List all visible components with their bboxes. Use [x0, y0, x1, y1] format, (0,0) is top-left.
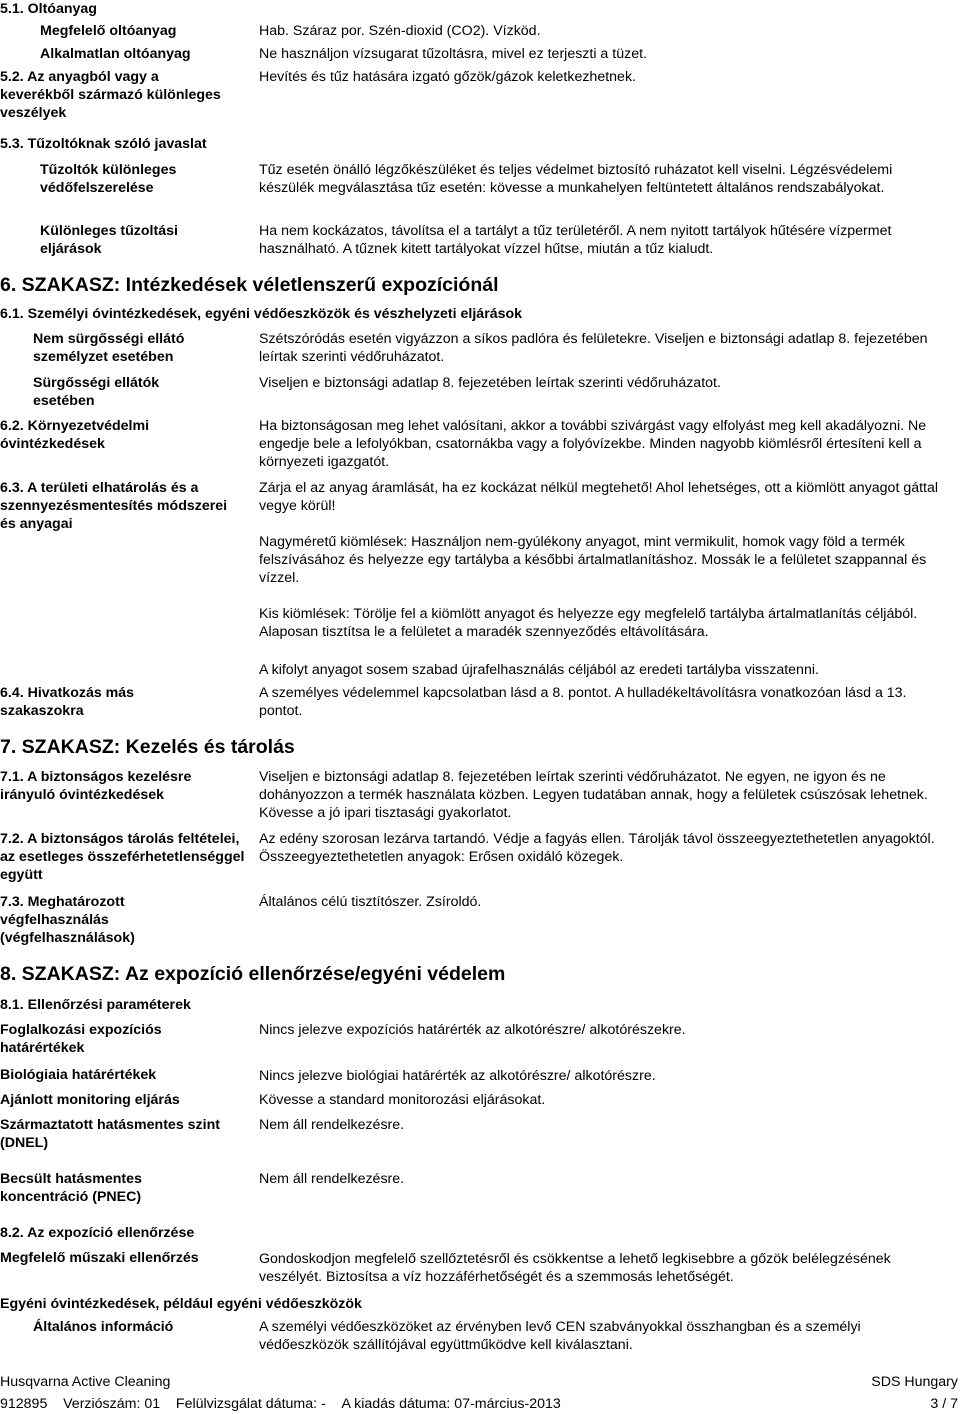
footer-product-no: 912895 [0, 1396, 48, 1412]
pnec-text: Nem áll rendelkezésre. [259, 1171, 405, 1187]
emergency-responders-text: Viseljen e biztonsági adatlap 8. fejezetében leírtak szerinti védőruházatot. [259, 375, 721, 391]
non-emergency-text: Szétszóródás esetén vigyázzon a síkos padlóra és felületekre. Viseljen e biztonsági adatlap 8. fejezetében leírtak szerinti védőruházatot. [259, 331, 928, 365]
engineering-controls-text: Gondoskodjon megfelelő szellőztetésről és csökkentse a lehető legkisebbre a gőzök belélegzésének veszélyét. Biztosítsa a víz hozzáférhetőségét és a szemmosás lehetőségét. [259, 1251, 891, 1285]
s6-sub3-p1: Zárja el az anyag áramlását, ha ez kockázat nélkül megtehető! Ahol lehetséges, ott a kiömlött anyagot gáttal vegye körül! [259, 480, 939, 514]
s6-sub4-text: A személyes védelemmel kapcsolatban lásd a 8. pontot. A hulladékeltávolításra vonatkozóan lásd a 13. pontot. [259, 685, 907, 719]
dnel-label: Származtatott hatásmentes szint (DNEL) [0, 1117, 220, 1151]
dnel-text: Nem áll rendelkezésre. [259, 1117, 405, 1133]
s6-sub4-title: 6.4. Hivatkozás más szakaszokra [0, 685, 135, 719]
s6-sub3-p2: Nagyméretű kiömlések: Használjon nem-gyúlékony anyagot, mint vermikulit, homok vagy föld a termék felszívásához és helyezze egy tartályba a későbbi ártalmatlanításhoz. Mossák le a felületet szappannal és vízzel. [259, 534, 927, 586]
s6-sub3-p3: Kis kiömlések: Törölje fel a kiömlött anyagot és helyezze egy megfelelő tartályba ártalmatlanítás céljából. Alaposan tisztítsa le a felületet a maradék szennyeződés eltávolítására. [259, 606, 918, 640]
general-info-label: Általános információ [33, 1319, 174, 1335]
s6-sub3-p4: A kifolyt anyagot sosem szabad újrafelhasználás céljából az eredeti tartályba visszatenni. [259, 662, 819, 678]
s8-sub1-title: 8.1. Ellenőrzési paraméterek [0, 997, 191, 1013]
suitable-media-label: Megfelelő oltóanyag [40, 23, 177, 39]
footer-doc-type: SDS Hungary [871, 1374, 958, 1390]
engineering-controls-label: Megfelelő műszaki ellenőrzés [0, 1250, 199, 1266]
suitable-media-text: Hab. Száraz por. Szén-dioxid (CO2). Vízköd. [259, 23, 541, 39]
s7-sub2-text: Az edény szorosan lezárva tartandó. Védje a fagyás ellen. Tárolják távol összeegyeztethetetlen anyagoktól. Összeegyeztethetetlen anyagok: Erősen oxidáló közegek. [259, 831, 935, 865]
firefighter-equipment-label: Tűzoltók különleges védőfelszerelése [40, 162, 177, 196]
firefighting-procedures-text: Ha nem kockázatos, távolítsa el a tartályt a tűz területéről. A nem nyitott tartályok hűtésére vízpermet használható. A tűznek kitett tartályokat vízzel hűtse, miután a tűz kialudt. [259, 223, 892, 257]
s6-title: 6. SZAKASZ: Intézkedések véletlenszerű expozíciónál [0, 274, 499, 296]
s6-sub1-title: 6.1. Személyi óvintézkedések, egyéni védőeszközök és vészhelyzeti eljárások [0, 306, 523, 322]
s6-sub2-text: Ha biztonságosan meg lehet valósítani, akkor a további szivárgást vagy elfolyást meg kell akadályozni. Ne engedje bele a lefolyókban, csatornákba vagy a folyóvízekbe. Minden nagyobb kiömlésről értesíteni kell a környezeti igazgatót. [259, 418, 927, 470]
s5-sub3-title: 5.3. Tűzoltóknak szóló javaslat [0, 136, 207, 152]
s5-sub1-title: 5.1. Oltóanyag [0, 1, 97, 17]
bio-limits-text: Nincs jelezve biológiai határérték az alkotórészre/ alkotórészre. [259, 1068, 656, 1084]
oel-text: Nincs jelezve expozíciós határérték az alkotórészre/ alkotórészekre. [259, 1022, 686, 1038]
footer-page-number: 3 / 7 [930, 1396, 958, 1412]
s7-sub3-text: Általános célú tisztítószer. Zsíroldó. [259, 894, 482, 910]
s7-sub1-text: Viseljen e biztonsági adatlap 8. fejezetében leírtak szerinti védőruházatot. Ne egyen, ne igyon és ne dohányozzon a termék használata közben. Legyen tudatában annak, hogy a felületek csúszósak lehetnek. Kövesse a jó ipari tisztasági gyakorlatot. [259, 769, 928, 821]
bio-limits-label: Biológiaia határértékek [0, 1067, 157, 1083]
emergency-responders-label: Sürgősségi ellátók esetében [33, 375, 160, 409]
s6-sub3-title: 6.3. A területi elhatárolás és a szennyezésmentesítés módszerei és anyagai [0, 480, 228, 532]
s7-sub1-title: 7.1. A biztonságos kezelésre irányuló óvintézkedések [0, 769, 192, 803]
s7-sub2-title: 7.2. A biztonságos tárolás feltételei, az esetleges összeférhetetlenséggel együtt [0, 831, 245, 883]
s5-sub2-title: 5.2. Az anyagból vagy a keverékből származó különleges veszélyek [0, 69, 221, 121]
s5-sub2-text: Hevítés és tűz hatására izgató gőzök/gázok keletkezhetnek. [259, 69, 636, 85]
footer-revision: Felülvizsgálat dátuma: - [175, 1396, 326, 1412]
general-info-text: A személyi védőeszközöket az érvényben levő CEN szabványokkal összhangban és a személyi védőeszközök szállítójával együttműködve kell kiválasztani. [259, 1319, 861, 1353]
non-emergency-label: Nem sürgősségi ellátó személyzet esetében [33, 331, 185, 365]
unsuitable-media-text: Ne használjon vízsugarat tűzoltásra, mivel ez terjeszti a tüzet. [259, 46, 647, 62]
footer-meta [0, 1395, 561, 1413]
ppe-title: Egyéni óvintézkedések, például egyéni védőeszközök [0, 1296, 362, 1312]
firefighter-equipment-text: Tűz esetén önálló légzőkészüléket és teljes védelmet biztosító ruházatot kell viselni. Légzésvédelemi készülék megválasztása tűz esetén: kövesse a munkahelyen feltüntetett általános rendszabályokat. [259, 162, 893, 196]
s7-title: 7. SZAKASZ: Kezelés és tárolás [0, 736, 295, 758]
unsuitable-media-label: Alkalmatlan oltóanyag [40, 46, 191, 62]
s6-sub2-title: 6.2. Környezetvédelmi óvintézkedések [0, 418, 150, 452]
s8-sub2-title: 8.2. Az expozíció ellenőrzése [0, 1225, 195, 1241]
monitoring-text: Kövesse a standard monitorozási eljárásokat. [259, 1092, 546, 1108]
pnec-label: Becsült hatásmentes koncentráció (PNEC) [0, 1171, 142, 1205]
s8-title: 8. SZAKASZ: Az expozíció ellenőrzése/egyéni védelem [0, 963, 506, 985]
s7-sub3-title: 7.3. Meghatározott végfelhasználás (végfelhasználások) [0, 894, 135, 946]
firefighting-procedures-label: Különleges tűzoltási eljárások [40, 223, 178, 257]
footer-version: Verziószám: 01 [63, 1396, 161, 1412]
footer-product: Husqvarna Active Cleaning [0, 1374, 171, 1390]
oel-label: Foglalkozási expozíciós határértékek [0, 1022, 162, 1056]
monitoring-label: Ajánlott monitoring eljárás [0, 1092, 180, 1108]
footer-issue-date: A kiadás dátuma: 07-március-2013 [341, 1396, 561, 1412]
